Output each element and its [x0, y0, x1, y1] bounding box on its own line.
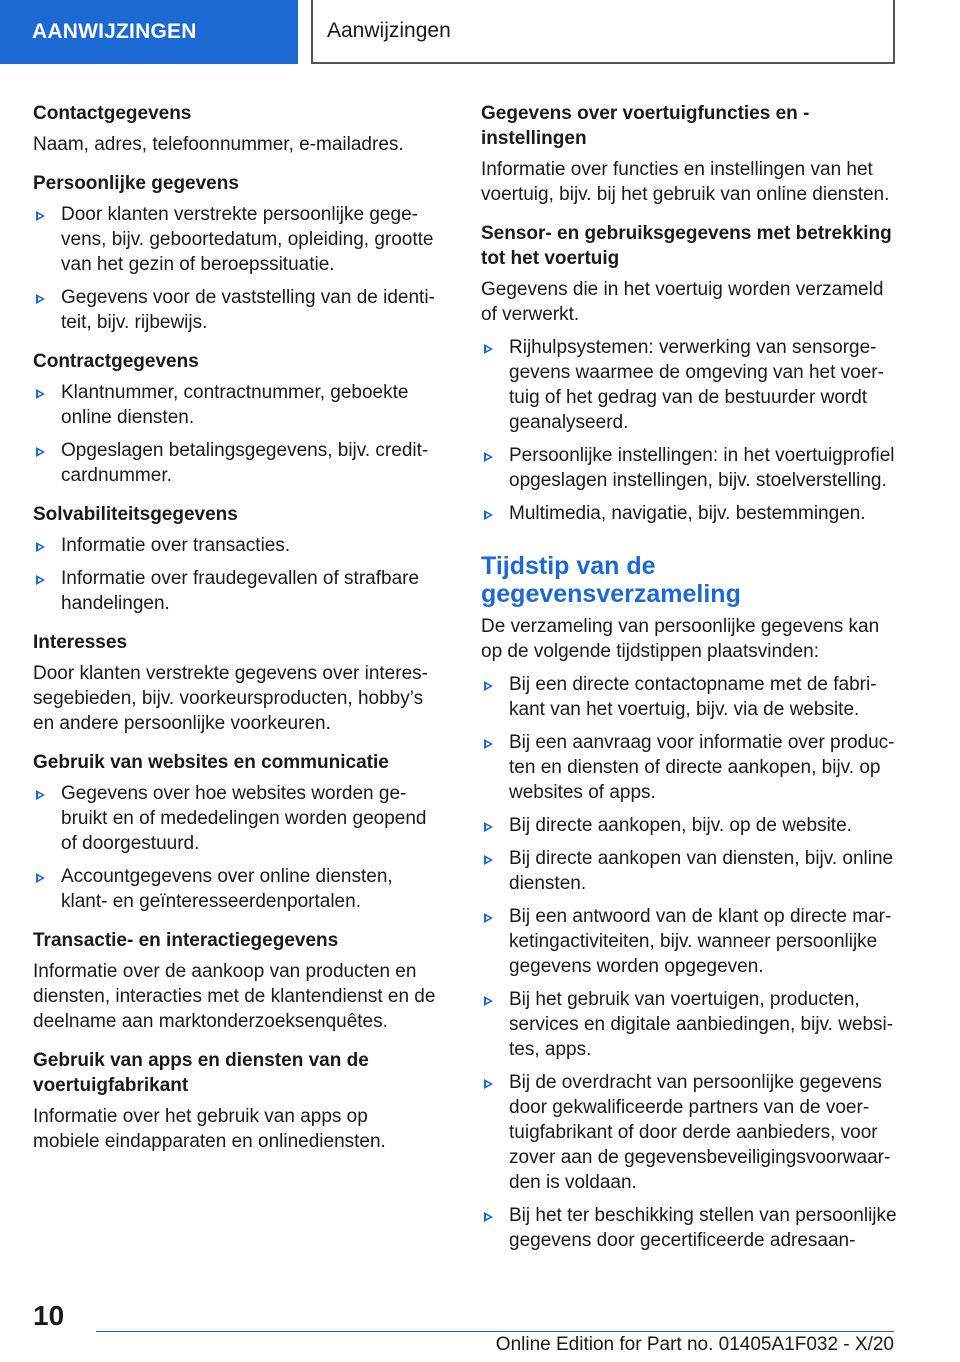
list-item	[481, 672, 899, 722]
list-item	[33, 285, 438, 335]
list-item	[481, 1203, 899, 1253]
list-item	[481, 813, 899, 838]
bullet-triangle-icon	[484, 822, 493, 832]
bullet-triangle-icon	[484, 344, 493, 354]
bullet-triangle-icon	[36, 447, 45, 457]
section-text: Informatie over de aankoop van producten en diensten, interacties met de klantendienst en de deelname aan marktonderzoeksenquêtes.	[33, 961, 436, 1032]
list-item	[33, 781, 438, 856]
list-item-text: Rijhulpsystemen: verwerking van sensorgegevens waarmee de omgeving van het voertuig of het gedrag van de bestuurder wordt geanalyseerd.	[509, 337, 884, 433]
footer-divider	[96, 1331, 894, 1332]
bullet-triangle-icon	[484, 452, 493, 462]
bullet-list	[481, 672, 899, 1253]
list-item-text: Gegevens over hoe websites worden gebruikt en of mededelingen worden geopend of doorgestuurd.	[61, 783, 427, 854]
section-transactie-interactie	[33, 928, 438, 1034]
bullet-triangle-icon	[484, 1212, 493, 1222]
list-item	[33, 438, 438, 488]
bullet-list	[33, 380, 438, 488]
section-text: Door klanten verstrekte gegevens over interessegebieden, bijv. voorkeursproducten, hobby’s en andere persoonlijke voorkeuren.	[33, 663, 428, 734]
list-item	[481, 987, 899, 1062]
header-title: Aanwijzingen	[311, 0, 895, 64]
section-heading: Contractgegevens	[33, 351, 199, 372]
list-item-text: Informatie over fraudegevallen of strafbare handelingen.	[61, 568, 420, 614]
list-item	[481, 335, 899, 435]
bullet-triangle-icon	[36, 389, 45, 399]
list-item-text: Opgeslagen betalingsgegevens, bijv. creditcardnummer.	[61, 440, 429, 486]
bullet-triangle-icon	[484, 510, 493, 520]
section-heading: Sensor- en gebruiksgegevens met betrekking tot het voertuig	[481, 223, 892, 269]
section-text: Informatie over functies en instellingen van het voertuig, bijv. bij het gebruik van online diensten.	[481, 159, 890, 205]
list-item	[481, 846, 899, 896]
section-text: Naam, adres, telefoonnummer, e-mailadres.	[33, 134, 404, 155]
section-text: Gegevens die in het voertuig worden verzameld of verwerkt.	[481, 279, 884, 325]
bullet-triangle-icon	[484, 855, 493, 865]
section-heading: Gebruik van websites en communicatie	[33, 752, 389, 773]
list-item	[481, 1070, 899, 1195]
chapter-title: Tijdstip van de gegevensverzameling	[481, 552, 741, 608]
bullet-list	[481, 335, 899, 526]
section-heading: Transactie- en interactiegegevens	[33, 930, 339, 951]
bullet-triangle-icon	[484, 913, 493, 923]
list-item-text: Bij een antwoord van de klant op directe marketingactiviteiten, bijv. wanneer persoonlijke gegevens worden opgegeven.	[509, 906, 892, 977]
left-column	[33, 101, 438, 1168]
header-section-tab: AANWIJZINGEN	[0, 0, 298, 64]
section-heading: Contactgegevens	[33, 103, 192, 124]
list-item-text: Bij directe aankopen van diensten, bijv. online diensten.	[509, 848, 894, 894]
list-item-text: Informatie over transacties.	[61, 535, 291, 556]
list-item-text: Multimedia, navigatie, bijv. bestemmingen.	[509, 503, 866, 524]
list-item-text: Gegevens voor de vaststelling van de identiteit, bijv. rijbewijs.	[61, 287, 435, 333]
section-contactgegevens	[33, 101, 438, 157]
bullet-triangle-icon	[484, 681, 493, 691]
section-text: Informatie over het gebruik van apps op mobiele eindapparaten en onlinediensten.	[33, 1106, 386, 1152]
list-item	[481, 730, 899, 805]
right-column	[481, 101, 899, 1261]
bullet-triangle-icon	[36, 790, 45, 800]
section-heading: Gebruik van apps en diensten van de voertuigfabrikant	[33, 1050, 369, 1096]
list-item-text: Bij de overdracht van persoonlijke gegevens door gekwalificeerde partners van de voertuigfabrikant of door derde aanbieders, voor zover aan de gegevensbeveiligingsvoorwaarden is voldaan.	[509, 1072, 891, 1193]
bullet-triangle-icon	[36, 873, 45, 883]
list-item	[481, 443, 899, 493]
list-item	[33, 380, 438, 430]
section-heading: Persoonlijke gegevens	[33, 173, 239, 194]
section-persoonlijke-gegevens	[33, 171, 438, 335]
list-item-text: Bij het ter beschikking stellen van persoonlijke gegevens door gecertificeerde adresaan-	[509, 1205, 897, 1251]
bullet-triangle-icon	[36, 575, 45, 585]
section-solvabiliteitsgegevens	[33, 502, 438, 616]
bullet-list	[33, 533, 438, 616]
bullet-triangle-icon	[484, 1079, 493, 1089]
list-item-text: Bij directe aankopen, bijv. op de website.	[509, 815, 852, 836]
section-contractgegevens	[33, 349, 438, 488]
section-heading: Interesses	[33, 632, 128, 653]
list-item-text: Bij het gebruik van voertuigen, producten, services en digitale aanbiedingen, bijv. websites, apps.	[509, 989, 894, 1060]
chapter-intro: De verzameling van persoonlijke gegevens kan op de volgende tijdstippen plaatsvinden:	[481, 616, 880, 662]
bullet-triangle-icon	[484, 996, 493, 1006]
list-item	[33, 864, 438, 914]
bullet-triangle-icon	[484, 739, 493, 749]
bullet-triangle-icon	[36, 211, 45, 221]
section-heading: Gegevens over voertuigfuncties en -instellingen	[481, 103, 810, 149]
section-sensor-gebruiksgegevens	[481, 221, 899, 526]
bullet-triangle-icon	[36, 542, 45, 552]
list-item	[481, 501, 899, 526]
list-item-text: Door klanten verstrekte persoonlijke gegevens, bijv. geboortedatum, opleiding, grootte van het gezin of beroepssituatie.	[61, 204, 434, 275]
list-item-text: Bij een aanvraag voor informatie over producten en diensten of directe aankopen, bijv. op websites of apps.	[509, 732, 895, 803]
bullet-list	[33, 781, 438, 914]
section-heading: Solvabiliteitsgegevens	[33, 504, 238, 525]
page-number: 10	[33, 1300, 65, 1331]
list-item	[481, 904, 899, 979]
section-apps-diensten	[33, 1048, 438, 1154]
section-interesses	[33, 630, 438, 736]
footer-edition: Online Edition for Part no. 01405A1F032 - X/20	[495, 1334, 894, 1355]
bullet-triangle-icon	[36, 294, 45, 304]
bullet-list	[33, 202, 438, 335]
list-item	[33, 202, 438, 277]
list-item	[33, 566, 438, 616]
section-websites-communicatie	[33, 750, 438, 914]
list-item-text: Accountgegevens over online diensten, klant- en geïnteresseerdenportalen.	[61, 866, 393, 912]
list-item-text: Persoonlijke instellingen: in het voertuigprofiel opgeslagen instellingen, bijv. stoelverstelling.	[509, 445, 895, 491]
list-item-text: Bij een directe contactopname met de fabrikant van het voertuig, bijv. via de website.	[509, 674, 877, 720]
list-item	[33, 533, 438, 558]
list-item-text: Klantnummer, contractnummer, geboekte online diensten.	[61, 382, 409, 428]
section-voertuigfuncties	[481, 101, 899, 207]
